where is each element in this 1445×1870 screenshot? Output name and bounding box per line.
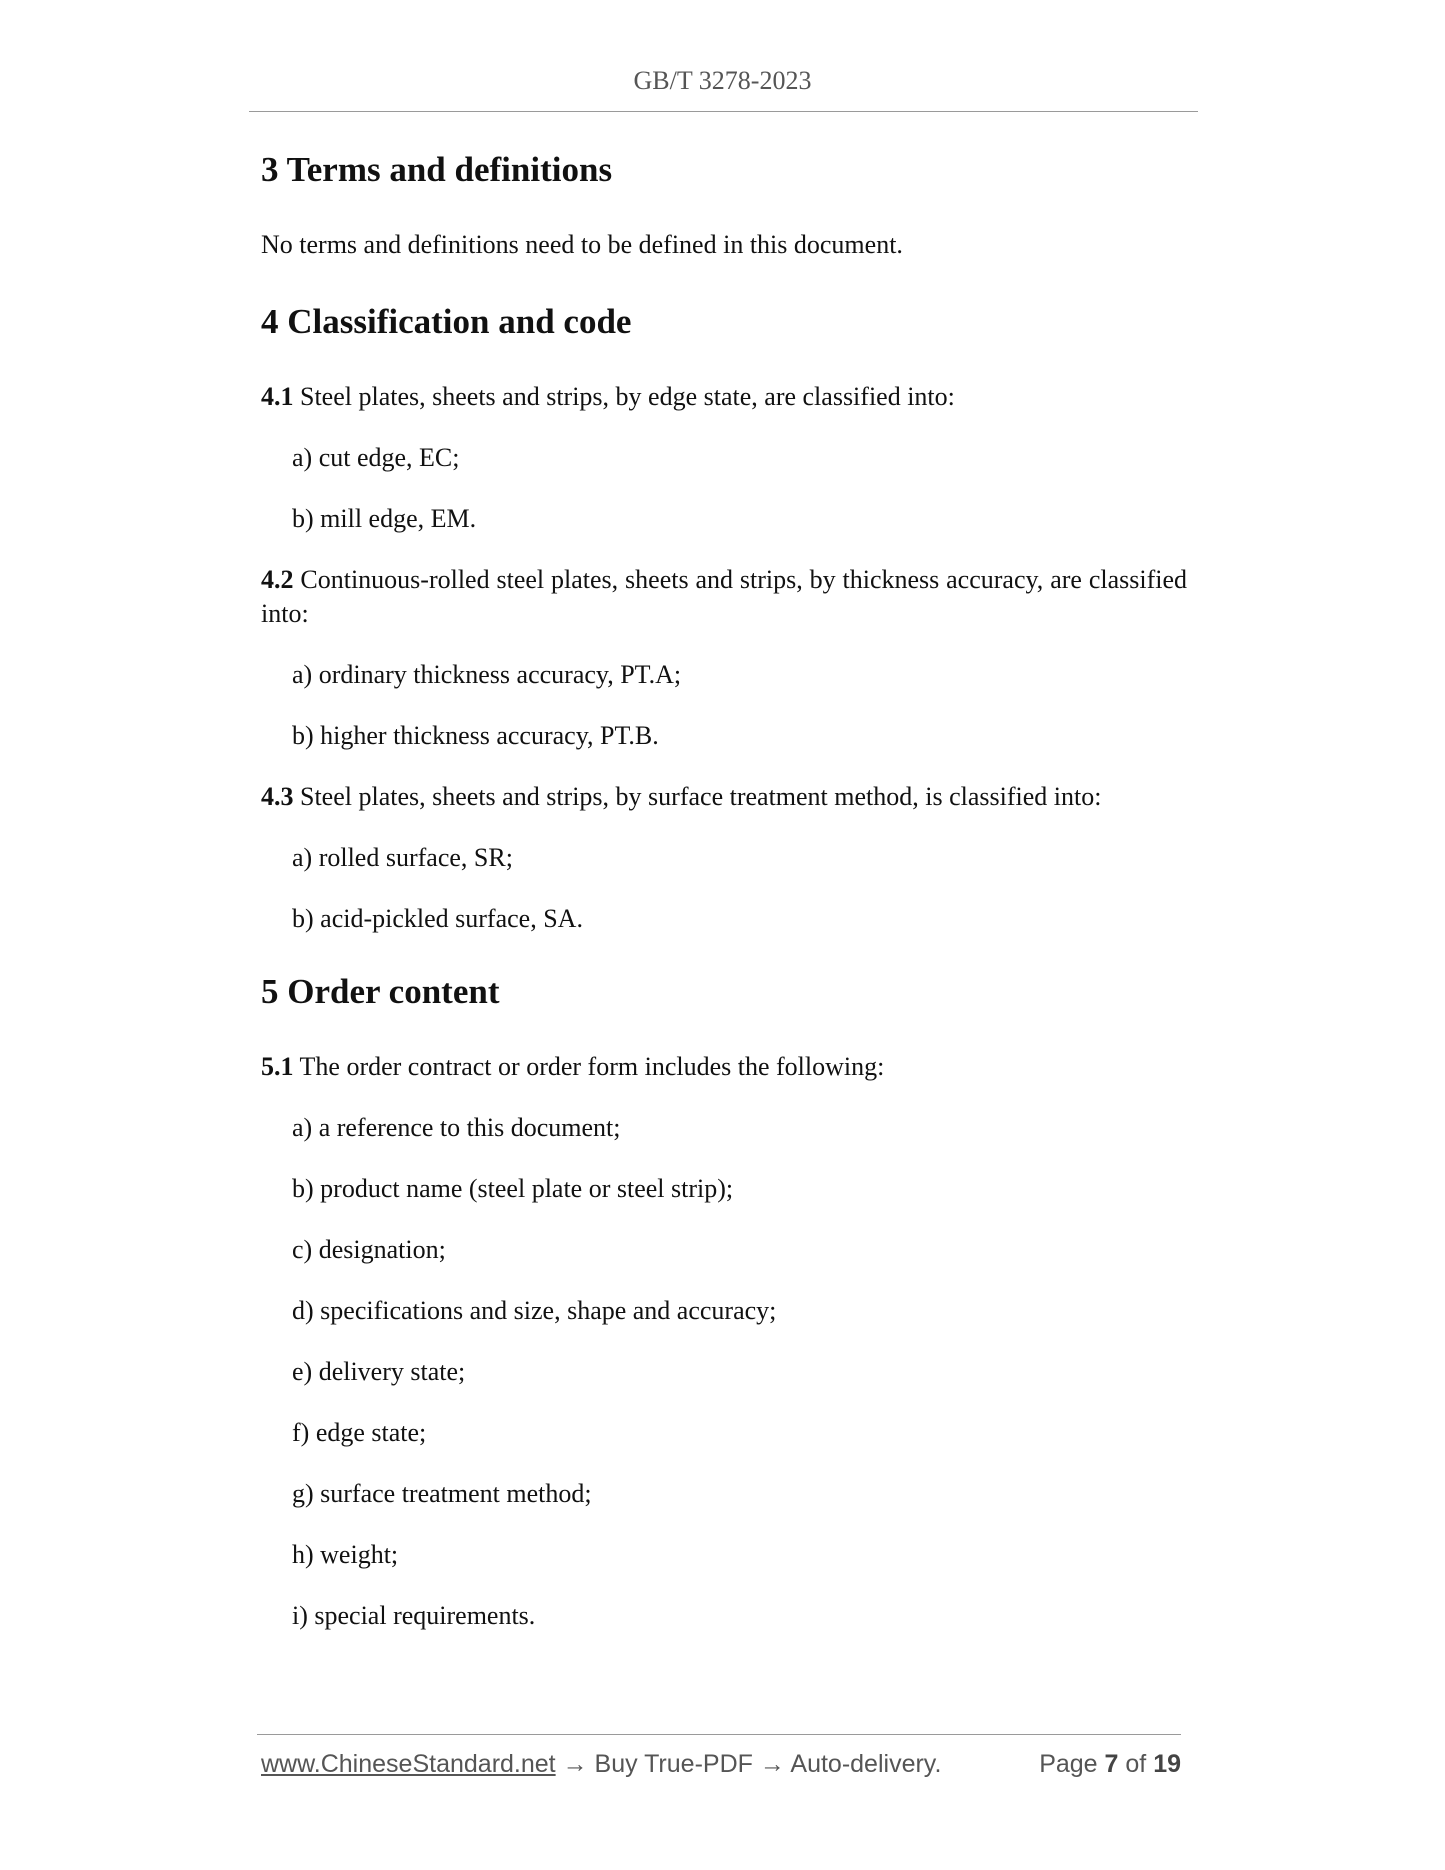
clause-4-2-text: Continuous-rolled steel plates, sheets and strips, by thickness accuracy, are classified into: (261, 565, 1187, 628)
list-item: f) edge state; (292, 1418, 427, 1447)
list-item: a) ordinary thickness accuracy, PT.A; (292, 660, 682, 689)
footer-promo (261, 1750, 941, 1779)
section-3-text: No terms and definitions need to be defined in this document. (261, 230, 903, 259)
list-item: c) designation; (292, 1235, 446, 1264)
clause-4-1 (261, 380, 1187, 414)
clause-4-1-number: 4.1 (261, 382, 294, 411)
clause-4-3-text: Steel plates, sheets and strips, by surface treatment method, is classified into: (293, 782, 1102, 811)
header-doc-code: GB/T 3278-2023 (633, 66, 812, 95)
list-item: i) special requirements. (292, 1601, 536, 1630)
page-of-label: of (1118, 1750, 1154, 1778)
section-3-heading: 3 Terms and definitions (261, 150, 613, 189)
list-item: b) higher thickness accuracy, PT.B. (292, 721, 659, 750)
list-item: b) acid-pickled surface, SA. (292, 904, 583, 933)
list-item: a) rolled surface, SR; (292, 843, 513, 872)
clause-4-3-number: 4.3 (261, 782, 294, 811)
clause-5-1 (261, 1050, 1187, 1084)
website-link[interactable]: www.ChineseStandard.net (261, 1750, 556, 1778)
list-item: g) surface treatment method; (292, 1479, 592, 1508)
current-page-number: 7 (1104, 1750, 1119, 1778)
clause-4-2 (261, 563, 1187, 631)
list-item: a) a reference to this document; (292, 1113, 621, 1142)
section-4-heading: 4 Classification and code (261, 302, 632, 341)
clause-4-1-text: Steel plates, sheets and strips, by edge state, are classified into: (293, 382, 955, 411)
total-page-count: 19 (1153, 1750, 1181, 1778)
clause-4-2-number: 4.2 (261, 565, 294, 594)
list-item: h) weight; (292, 1540, 399, 1569)
list-item: a) cut edge, EC; (292, 443, 460, 472)
clause-4-3 (261, 780, 1187, 814)
list-item: e) delivery state; (292, 1357, 466, 1386)
clause-5-1-text: The order contract or order form includes the following: (293, 1052, 885, 1081)
footer-promo-text: → Buy True-PDF → Auto-delivery. (555, 1750, 942, 1778)
list-item: b) product name (steel plate or steel strip); (292, 1174, 734, 1203)
page-indicator (1039, 1750, 1181, 1779)
header-divider (249, 111, 1198, 112)
clause-5-1-number: 5.1 (261, 1052, 294, 1081)
list-item: b) mill edge, EM. (292, 504, 477, 533)
list-item: d) specifications and size, shape and accuracy; (292, 1296, 777, 1325)
page-label: Page (1039, 1750, 1105, 1778)
section-5-heading: 5 Order content (261, 972, 500, 1011)
document-body (261, 150, 1187, 1633)
footer-divider (257, 1734, 1181, 1735)
